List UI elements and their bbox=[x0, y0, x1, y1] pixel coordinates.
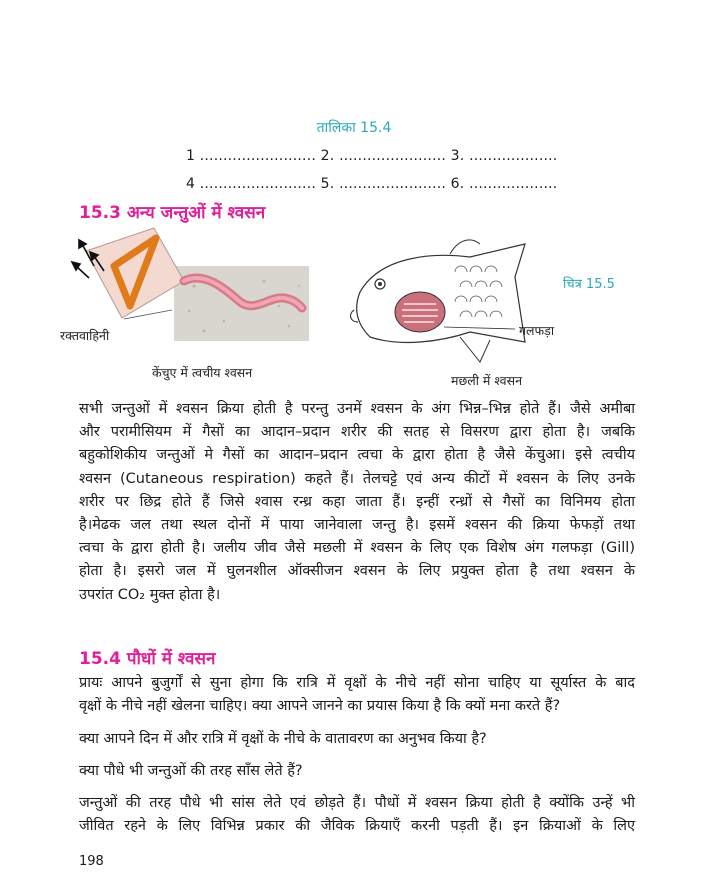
table-row-1: 1 ......................... 2. ....................... 3. ................... bbox=[186, 148, 558, 164]
paragraph-line: और परामीसियम में गैसों का आदान–प्रदान शरीर की सतह से विसरण द्वारा होता है। जबकि bbox=[79, 424, 635, 441]
paragraph-line: होता है। इसरो जल में घुलनशील ऑक्सीजन श्वसन के लिए प्रयुक्त होता है तथा श्वसन के bbox=[79, 563, 635, 580]
fish-figure bbox=[340, 232, 530, 370]
fish-caption: मछली में श्वसन bbox=[451, 373, 523, 388]
section-heading-15-3: 15.3 अन्य जन्तुओं में श्वसन bbox=[79, 203, 266, 223]
paragraph-line: वृक्षों के नीचे नहीं खेलना चाहिए। क्या आपने जानने का प्रयास किया है कि क्यों मना करते हैं? bbox=[79, 698, 561, 715]
blood-vessel-label: रक्तवाहिनी bbox=[60, 328, 110, 343]
question-line: क्या पौधे भी जन्तुओं की तरह साँस लेते हैं? bbox=[79, 763, 303, 779]
table-row-2: 4 ......................... 5. ....................... 6. ................... bbox=[186, 176, 558, 192]
paragraph-line: त्वचा के द्वारा होती है। जलीय जीव जैसे मछली में श्वसन के लिए एक विशेष अंग गलफड़ा (Gill) bbox=[79, 540, 635, 557]
paragraph-line: जन्तुओं की तरह पौधे भी सांस लेते एवं छोड़ते हैं। पौधों में श्वसन क्रिया होती है क्योंकि उन्हें भी bbox=[79, 795, 635, 811]
section-15-4-para-2 bbox=[79, 792, 635, 838]
table-title: तालिका 15.4 bbox=[316, 120, 392, 136]
page-number: 198 bbox=[79, 854, 104, 869]
paragraph-line: उपरांत CO₂ मुक्त होता है। bbox=[79, 586, 221, 603]
section-15-3-paragraph bbox=[79, 398, 635, 607]
gill-chamber bbox=[395, 292, 445, 332]
skin-section bbox=[86, 228, 184, 318]
earthworm-caption: केंचुए में त्वचीय श्वसन bbox=[152, 365, 253, 380]
figure-label: चित्र 15.5 bbox=[563, 277, 615, 292]
paragraph-line: शरीर पर छिद्र होते हैं जिसे श्वास रन्ध्र कहा जाता हैं। इन्हीं रन्ध्रों से गैसों का विनिमय होता bbox=[79, 493, 635, 510]
paragraph-line: प्रायः आपने बुजुर्गों से सुना होगा कि रात्रि में वृक्षों के नीचे नहीं सोना चाहिए या सूर्यास्त के बाद bbox=[79, 675, 635, 691]
question-line: क्या आपने दिन में और रात्रि में वृक्षों के नीचे के वातावरण का अनुभव किया है? bbox=[79, 731, 487, 747]
paragraph-line: है।मेढक जल तथा स्थल दोनों में पाया जानेवाला जन्तु है। इसमें श्वसन की क्रिया फेफड़ों तथा bbox=[79, 517, 635, 534]
section-heading-15-4: 15.4 पौधों में श्वसन bbox=[79, 649, 216, 669]
gill-label: गलफड़ा bbox=[519, 323, 555, 338]
fish-body bbox=[357, 244, 525, 342]
paragraph-line: श्वसन (Cutaneous respiration) कहते हैं। तेलचट्टे एवं अन्य कीटों में श्वसन के लिए उनके bbox=[79, 470, 635, 487]
paragraph-line: बहुकोशिकीय जन्तुओं मे गैसों का आदान–प्रदान त्वचा के द्वारा होता है जैसे केंचुआ। इसे त्वचीय bbox=[79, 447, 635, 464]
section-15-4-para-1 bbox=[79, 672, 635, 718]
paragraph-line: जीवित रहने के लिए विभिन्न प्रकार की जैविक क्रियाएँ करनी पड़ती हैं। इन क्रियाओं के लिए bbox=[79, 818, 635, 835]
paragraph-line: सभी जन्तुओं में श्वसन क्रिया होती है परन्तु उनमें श्वसन के अंग भिन्न–भिन्न होते हैं। जैसे अमीबा bbox=[79, 401, 635, 417]
